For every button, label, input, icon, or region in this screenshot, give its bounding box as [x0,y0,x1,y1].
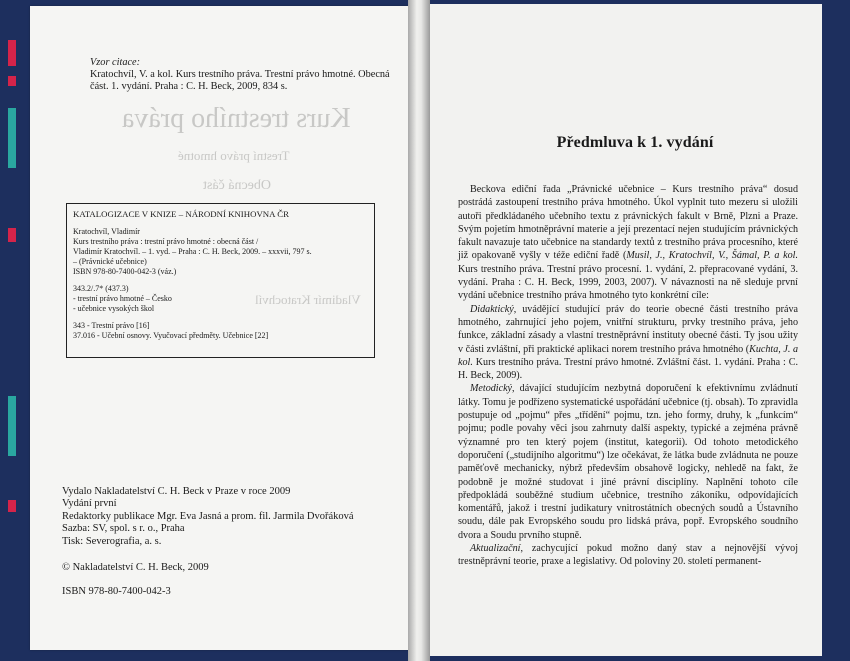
citation-line: Kratochvíl, V. a kol. Kurs trestního práva. Trestní právo hmotné. Obecná [90,69,390,80]
catalog-line: Kurs trestního práva : trestní právo hmotné : obecná část / [73,237,259,246]
show-through-title: Kurs trestního práva [122,103,351,134]
preface-body [458,183,798,569]
tab-marker-red [8,500,16,512]
preface-paragraph: Beckova ediční řada „Právnické učebnice – Kurs trestního práva“ dosud postrádá zastoupení trestního práva hmotného. Úkol vyplnit tuto mezeru si uložili autoři předkládaného učebního textu z právnických fakult v Brně, Plzni a Praze. Svým pojetím hmotněprávní materie a její prezentací nejen studujícím právnických fakult navazuje tato učebnice na standardy textů z trestního práva procesního, které již opakovaně vyšly v téže ediční řadě (Musil, J., Kratochvíl, V., Šámal, P. a kol. Kurs trestního práva. Trestní právo procesní. 1. vydání, 2. přepracované vydání, 3. vydání. Praha : C. H. Beck, 1999, 2003, 2007). V návaznosti na ně sleduje první vydání učebnice trestního práva hmotného tyto konkrétní cíle: [458,184,798,302]
tab-marker-red [8,40,16,66]
imprint-line: Tisk: Severografia, a. s. [62,535,162,547]
tab-marker-red [8,228,16,242]
imprint-line: Vydání první [62,498,117,510]
imprint-block [62,486,382,599]
imprint-line: Redaktorky publikace Mgr. Eva Jasná a prom. fil. Jarmila Dvořáková [62,510,354,522]
catalog-line: – (Právnické učebnice) [73,257,147,266]
tab-marker-red [8,76,16,86]
book-gutter [408,0,430,661]
citation-block [90,57,390,93]
preface-paragraph: Aktualizační, zachycující pokud možno daný stav a nejnovější vývoj trestněprávní teorie, praxe a legislativy. Od poloviny 20. století permanent- [458,543,798,568]
citation-line: část. 1. vydání. Praha : C. H. Beck, 2009, 834 s. [90,81,288,92]
show-through-part: Obecná část [203,178,272,193]
tab-marker-teal [8,108,16,168]
show-through-author: Vladimír Kratochvíl [255,292,361,307]
catalog-subject-line: 343.2/.7* (437.3) [73,284,129,293]
catalog-subject-line: - trestní právo hmotné – Česko [73,294,172,303]
catalog-title: KATALOGIZACE V KNIZE – NÁRODNÍ KNIHOVNA ČR [73,209,289,219]
tab-marker-teal [8,396,16,456]
preface-paragraph: Metodický, dávající studujícím nezbytná doporučení k efektivnímu zvládnutí látky. Tomu je podřízeno systematické uspořádání učebnice (tj. obsah). To zpravidla postupuje od „pojmu“ přes „třídění“ pojmu, tzn. jeho formy, druhy, k „funkcím“ pojmu; podle povahy věci jsou zahrnuty další aspekty, typické a zejména právně významné pro ten který pojem (institut, kategorii). Od tohoto metodického doporučení („studijního algoritmu“) lze očekávat, že látka bude zvládnuta ne pouze paměťově mechanicky, nýbrž především obsahově logicky, nehledě na fakt, že podobně je možné studovat i jiné právní disciplíny. Naplnění tohoto cíle předpokládá souběžné studium učebnice, trestního zákoníku, odpovídajících komentářů, jakož i trestní judikatury vnitrostátních obecných soudů a Ústavního soudu, dále pak Evropského soudu pro lidská práva, popř. Evropského soudního dvora a Soudu prvního stupně. [458,383,798,541]
catalog-class-line: 343 - Trestní právo [16] [73,321,150,330]
catalog-class-line: 37.016 - Učební osnovy. Vyučovací předměty. Učebnice [22] [73,331,269,340]
imprint-line: Sazba: SV, spol. s r. o., Praha [62,523,185,535]
copyright-line: © Nakladatelství C. H. Beck, 2009 [62,562,209,574]
catalog-line: Kratochvíl, Vladimír [73,227,140,236]
citation-label: Vzor citace: [90,57,141,68]
catalog-line: ISBN 978-80-7400-042-3 (váz.) [73,267,177,276]
imprint-line: Vydalo Nakladatelství C. H. Beck v Praze v roce 2009 [62,486,291,497]
page-title: Předmluva k 1. vydání [556,134,714,151]
catalog-subject-line: - učebnice vysokých škol [73,304,155,313]
show-through-subtitle: Trestní právo hmotné [178,148,290,163]
catalog-record-box [66,203,375,358]
isbn-line: ISBN 978-80-7400-042-3 [62,586,171,598]
catalog-line: Vladimír Kratochvíl. – 1. vyd. – Praha : C. H. Beck, 2009. – xxxvii, 797 s. [73,247,312,256]
preface-paragraph: Didaktický, uvádějící studující práv do teorie obecné části trestního práva hmotného, zahrnující jeho pojem, vnitřní strukturu, prvky trestního práva, jeho funkce, základní zásady a vlastní trestněprávní instituty obecné části. Ty jsou užity v části zvláštní, při praktické aplikaci norem trestního práva hmotného (Kuchta, J. a kol. Kurs trestního práva. Trestní právo hmotné. Zvláštní část. 1. vydání. Praha : C. H. Beck, 2009). [458,303,798,382]
